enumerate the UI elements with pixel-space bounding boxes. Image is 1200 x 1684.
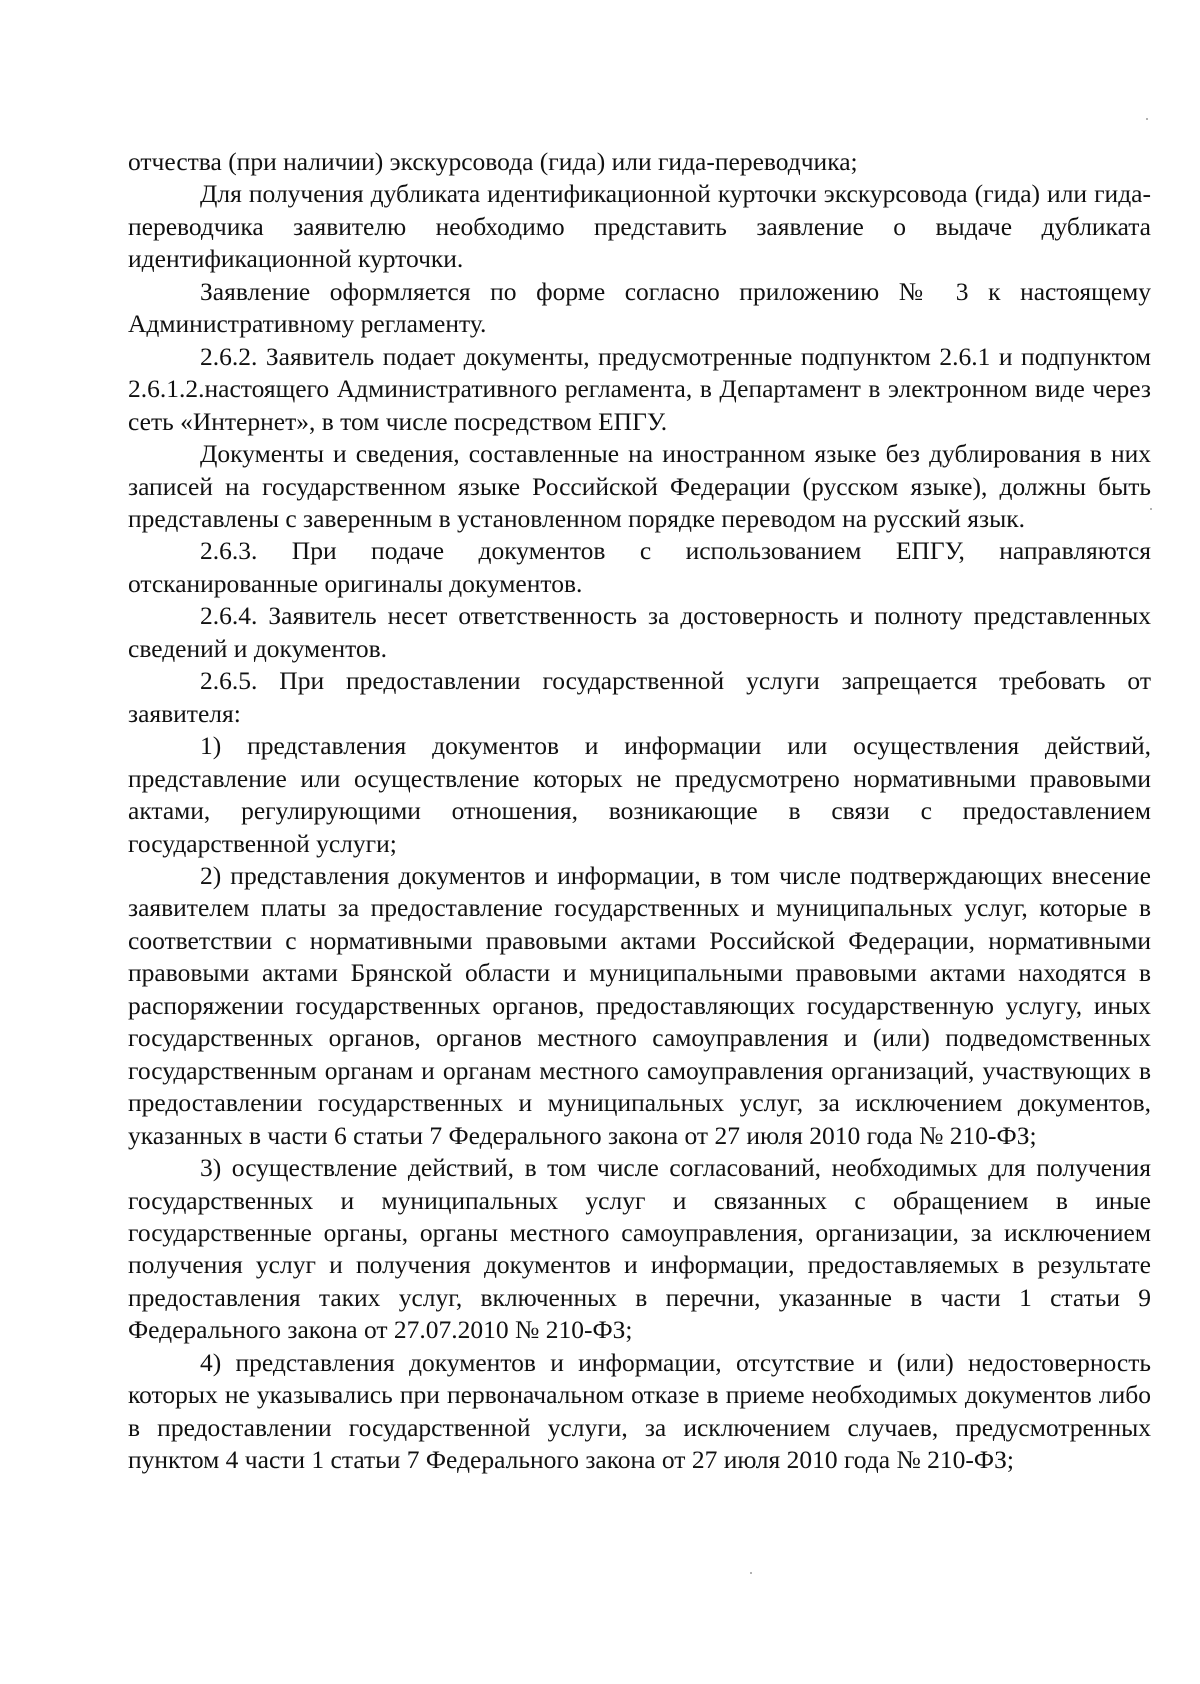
paragraph-2-6-5: 2.6.5. При предоставлении государственной услуги запрещается требовать от заявителя:: [128, 666, 1151, 728]
paragraph-continuation: отчества (при наличии) экскурсовода (гида) или гида-переводчика;: [128, 147, 858, 176]
paragraph-2-6-3: 2.6.3. При подаче документов с использованием ЕПГУ, направляются отсканированные оригиналы документов.: [128, 536, 1151, 598]
paragraph-application-form: Заявление оформляется по форме согласно приложению № 3 к настоящему Административному регламенту.: [128, 276, 1151, 339]
scan-speck: [1146, 118, 1148, 120]
paragraph-foreign-language-docs: Документы и сведения, составленные на иностранном языке без дублирования в них записей на государственном языке Российской Федерации (русском языке), должны быть представлены с заверенным в установленном порядке переводом на русский язык.: [128, 439, 1151, 533]
list-item-2: 2) представления документов и информации, в том числе подтверждающих внесение заявителем платы за предоставление государственных и муниципальных услуг, которые в соответствии с нормативными правовыми актами Российской Федерации, нормативными правовыми актами Брянской области и муниципальными правовыми актами находятся в распоряжении государственных органов, предоставляющих государственную услугу, иных государственных органов, органов местного самоуправления и (или) подведомственных государственным органам и органам местного самоуправления организаций, участвующих в предоставлении государственных и муниципальных услуг, за исключением документов, указанных в части 6 статьи 7 Федерального закона от 27 июля 2010 года № 210-ФЗ;: [128, 860, 1151, 1150]
list-item-3: 3) осуществление действий, в том числе согласований, необходимых для получения государственных и муниципальных услуг и связанных с обращением в иные государственные органы, органы местного самоуправления, организации, за исключением получения услуг и получения документов и информации, предоставляемых в результате предоставления таких услуг, включенных в перечни, указанные в части 1 статьи 9 Федерального закона от 27.07.2010 № 210-ФЗ;: [128, 1153, 1151, 1345]
paragraph-2-6-2: 2.6.2. Заявитель подает документы, предусмотренные подпунктом 2.6.1 и подпунктом 2.6.1.2.настоящего Административного регламента, в Департамент в электронном виде через сеть «Интернет», в том числе посредством ЕПГУ.: [128, 341, 1151, 436]
list-item-4: 4) представления документов и информации, отсутствие и (или) недостоверность которых не указывались при первоначальном отказе в приеме необходимых документов либо в предоставлении государственной услуги, за исключением случаев, предусмотренных пунктом 4 части 1 статьи 7 Федерального закона от 27 июля 2010 года № 210-ФЗ;: [128, 1347, 1151, 1475]
scan-speck: [750, 1572, 752, 1574]
paragraph-duplicate-jacket: Для получения дубликата идентификационной курточки экскурсовода (гида) или гида-переводчика заявителю необходимо представить заявление о выдаче дубликата идентификационной курточки.: [128, 179, 1151, 274]
paragraph-2-6-4: 2.6.4. Заявитель несет ответственность за достоверность и полноту представленных сведений и документов.: [128, 601, 1151, 663]
list-item-1: 1) представления документов и информации или осуществления действий, представление или осуществление которых не предусмотрено нормативными правовыми актами, регулирующими отношения, возникающие в связи с предоставлением государственной услуги;: [128, 731, 1151, 858]
document-body: [128, 146, 1151, 1477]
